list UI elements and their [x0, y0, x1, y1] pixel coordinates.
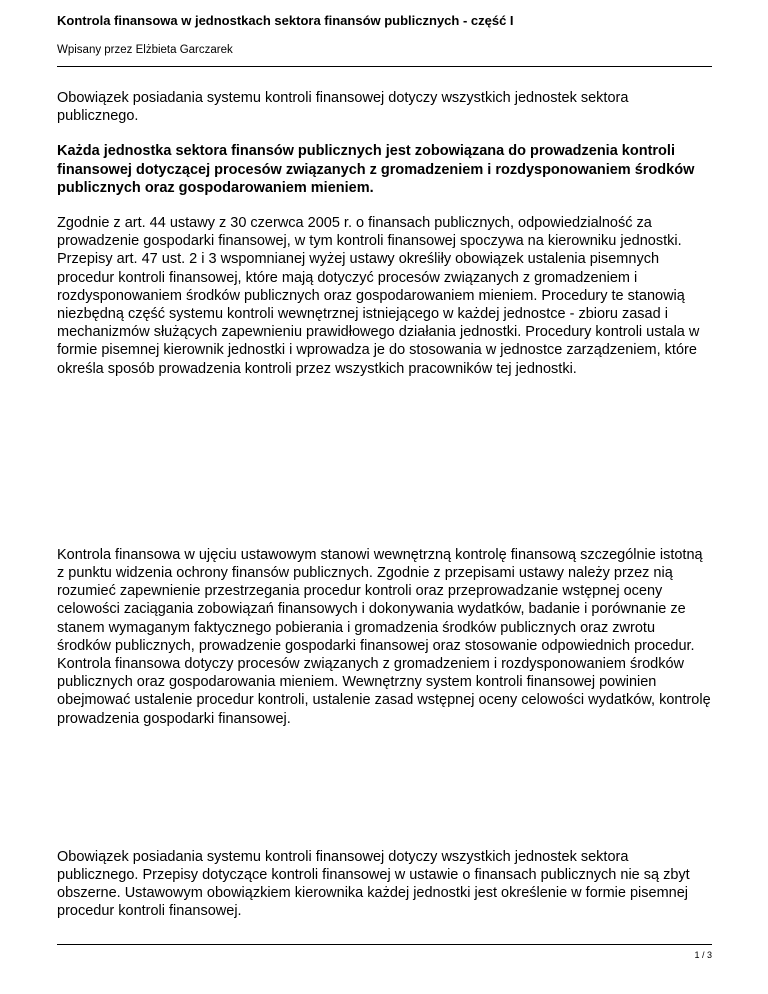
- bold-lead-paragraph: Każda jednostka sektora finansów publicznych jest zobowiązana do prowadzenia kontroli finansowej dotyczącej procesów związanych z gromadzeniem i rozdysponowaniem środków publicznych oraz gospodarowaniem mieniem.: [57, 143, 695, 196]
- footer-divider: [57, 944, 712, 945]
- header-divider: [57, 66, 712, 67]
- control-paragraph-1: Kontrola finansowa w ujęciu ustawowym stanowi wewnętrzną kontrolę finansową szczególnie istotną z punktu widzenia ochrony finansów publicznych. Zgodnie z przepisami ustawy należy przez nią rozumieć zapewnienie przestrzegania procedur kontroli oraz przeprowadzanie wstępnej oceny celowości zaciągania zobowiązań finansowych i dokonywania wydatków, badanie i porównanie ze stanem wymaganym faktycznego pobierania i gromadzenia środków publicznych oraz zwrotu środków publicznych, prowadzenie gospodarki finansowej oraz stosowanie odpowiednich procedur.: [57, 546, 703, 654]
- intro-paragraph: Obowiązek posiadania systemu kontroli finansowej dotyczy wszystkich jednostek sektora publicznego.: [57, 90, 629, 125]
- document-title: Kontrola finansowa w jednostkach sektora finansów publicznych - część I: [57, 13, 514, 28]
- page-number: 1 / 3: [694, 950, 712, 960]
- author-line: Wpisany przez Elżbieta Garczarek: [57, 44, 233, 56]
- law-paragraph: Zgodnie z art. 44 ustawy z 30 czerwca 2005 r. o finansach publicznych, odpowiedzialność za prowadzenie gospodarki finansowej, w tym kontroli finansowej spoczywa na kierowniku jednostki. Przepisy art. 47 ust. 2 i 3 wspomnianej wyżej ustawy określiły obowiązek ustalenia pisemnych procedur kontroli finansowej, które mają dotyczyć procesów związanych z gromadzeniem i rozdysponowaniem środków publicznych oraz gospodarowaniem mieniem. Procedury te stanowią niezbędną część systemu kontroli wewnętrznej istniejącego w każdej jednostce - zbioru zasad i mechanizmów służących zapewnieniu prawidłowego działania jednostki. Procedury kontroli ustala w formie pisemnej kierownik jednostki i wprowadza je do stosowania w jednostce zarządzeniem, które określa sposób prowadzenia kontroli przez wszystkich pracowników tej jednostki.: [57, 215, 700, 377]
- article-body: [57, 89, 712, 921]
- control-paragraph-2: Kontrola finansowa dotyczy procesów związanych z gromadzeniem i rozdysponowaniem środków publicznych oraz gospodarowania mieniem. Wewnętrzny system kontroli finansowej powinien obejmować ustalenie procedur kontroli, ustalenie zasad wstępnej oceny celowości wydatków, kontrolę prowadzenia gospodarki finansowej.: [57, 656, 711, 727]
- closing-paragraph: Obowiązek posiadania systemu kontroli finansowej dotyczy wszystkich jednostek sektora publicznego. Przepisy dotyczące kontroli finansowej w ustawie o finansach publicznych nie są zbyt obszerne. Ustawowym obowiązkiem kierownika każdej jednostki jest określenie w formie pisemnej procedur kontroli finansowej.: [57, 848, 690, 920]
